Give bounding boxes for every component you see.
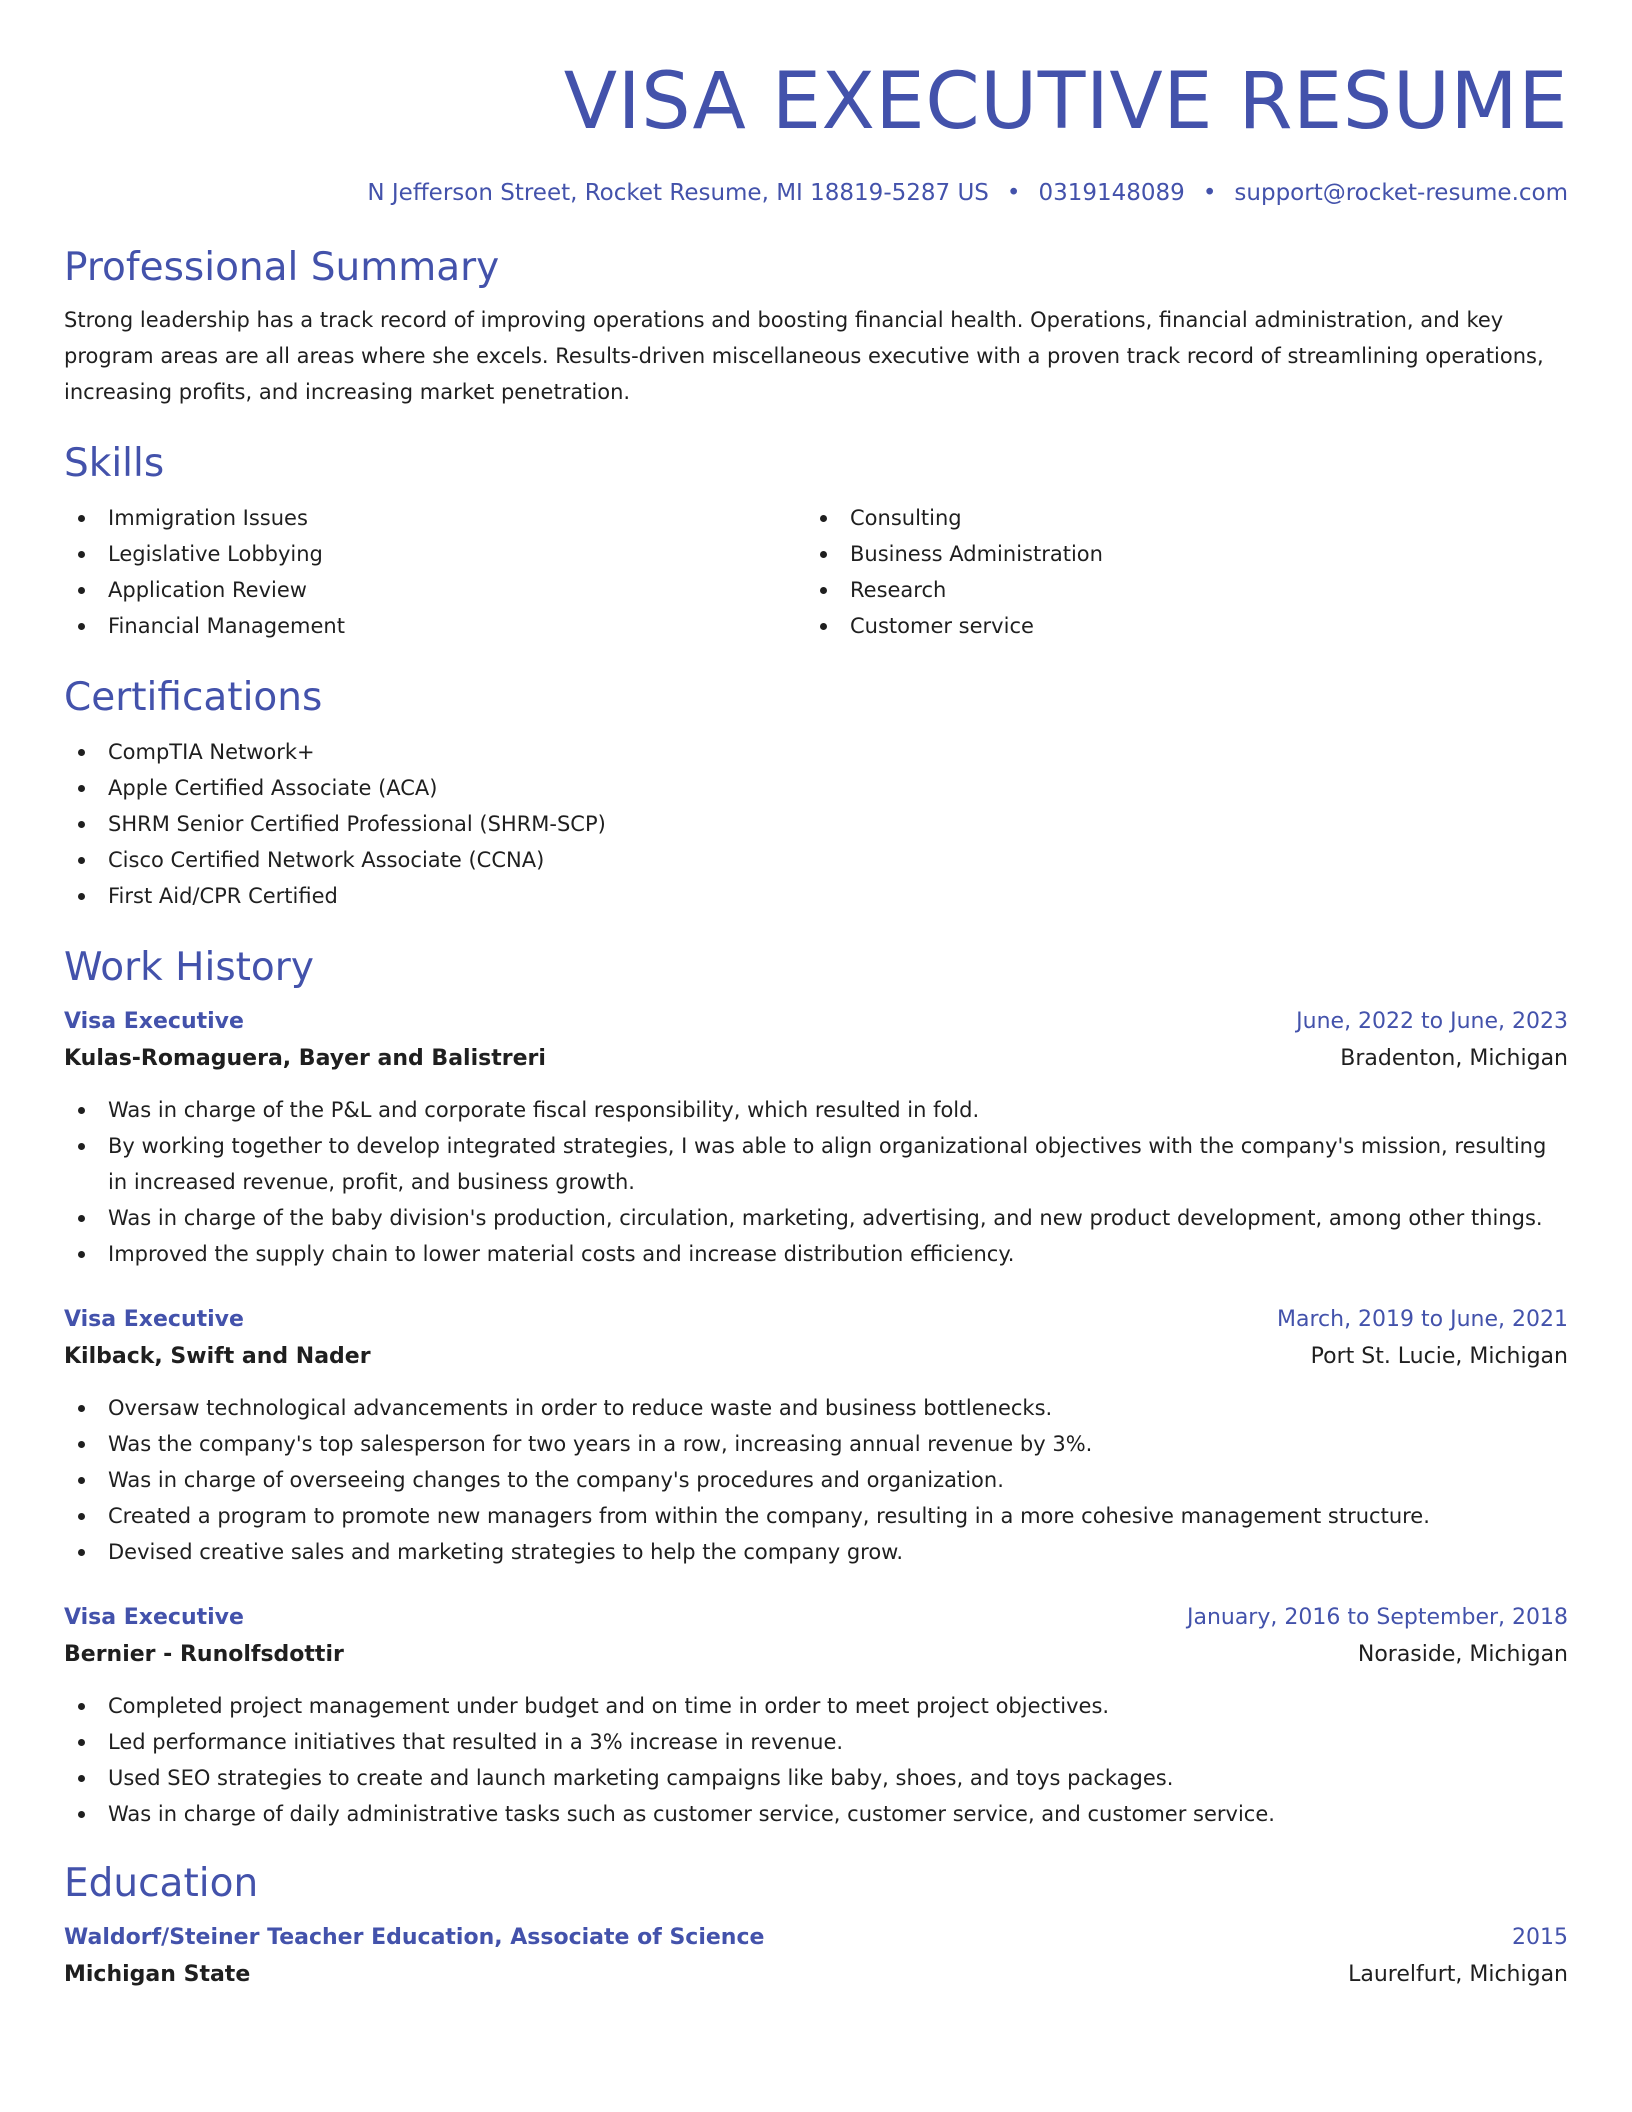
education-degree: Waldorf/Steiner Teacher Education, Associate of Science <box>64 1925 765 1950</box>
job-company-row <box>64 1636 1568 1674</box>
certifications-section <box>64 674 1568 914</box>
skills-columns <box>64 500 1568 644</box>
job-bullet: Improved the supply chain to lower material costs and increase distribution efficiency. <box>64 1236 1568 1272</box>
professional-summary-section <box>64 244 1568 410</box>
skills-section <box>64 440 1568 644</box>
section-title-work-history: Work History <box>64 945 314 990</box>
certification-item: Cisco Certified Network Associate (CCNA) <box>64 842 1568 878</box>
section-title-skills: Skills <box>64 441 165 486</box>
job-entry <box>64 1004 1568 1272</box>
job-bullets <box>64 1092 1568 1272</box>
work-history-section <box>64 944 1568 1832</box>
job-header-row <box>64 1302 1568 1338</box>
section-title-summary: Professional Summary <box>64 245 500 290</box>
skill-item: Business Administration <box>806 536 1548 572</box>
skill-item: Application Review <box>64 572 806 608</box>
job-bullet: Led performance initiatives that resulted in a 3% increase in revenue. <box>64 1724 1568 1760</box>
education-school: Michigan State <box>64 1962 251 1987</box>
job-bullet: Completed project management under budget and on time in order to meet project objectives. <box>64 1688 1568 1724</box>
contact-phone: 0319148089 <box>1038 180 1185 206</box>
education-header-row <box>64 1920 1568 1956</box>
job-company: Kulas-Romaguera, Bayer and Balistreri <box>64 1046 546 1071</box>
job-header-row <box>64 1600 1568 1636</box>
certification-item: CompTIA Network+ <box>64 734 1568 770</box>
certification-item: Apple Certified Associate (ACA) <box>64 770 1568 806</box>
skill-item: Financial Management <box>64 608 806 644</box>
summary-text: Strong leadership has a track record of improving operations and boosting financial health. Operations, financial administration, and key program areas are all areas where she excels. Results-driven miscellaneous executive with a proven track record of streamlining operations, increasing profits, and increasing market penetration. <box>64 308 1544 404</box>
job-title: Visa Executive <box>64 1307 244 1332</box>
job-bullet: Was in charge of overseeing changes to the company's procedures and organization. <box>64 1462 1568 1498</box>
contact-separator: • <box>1006 180 1021 206</box>
skill-item: Research <box>806 572 1548 608</box>
skills-list-right <box>806 500 1548 644</box>
job-dates: January, 2016 to September, 2018 <box>1186 1605 1568 1630</box>
job-bullet: Devised creative sales and marketing strategies to help the company grow. <box>64 1534 1568 1570</box>
job-location: Noraside, Michigan <box>1357 1642 1568 1667</box>
certifications-list <box>64 734 1568 914</box>
job-bullet: Created a program to promote new managers from within the company, resulting in a more cohesive management structure. <box>64 1498 1568 1534</box>
job-bullet: Oversaw technological advancements in order to reduce waste and business bottlenecks. <box>64 1390 1568 1426</box>
section-title-education: Education <box>64 1861 259 1906</box>
job-bullet: Used SEO strategies to create and launch marketing campaigns like baby, shoes, and toys packages. <box>64 1760 1568 1796</box>
job-title: Visa Executive <box>64 1009 244 1034</box>
job-bullets <box>64 1390 1568 1570</box>
job-bullet: Was in charge of daily administrative tasks such as customer service, customer service, and customer service. <box>64 1796 1568 1832</box>
job-entry <box>64 1302 1568 1570</box>
job-bullet: By working together to develop integrated strategies, I was able to align organizational objectives with the company's mission, resulting in increased revenue, profit, and business growth. <box>64 1128 1568 1200</box>
resume-header <box>64 50 1568 208</box>
job-title: Visa Executive <box>64 1605 244 1630</box>
job-location: Port St. Lucie, Michigan <box>1310 1344 1568 1369</box>
contact-separator: • <box>1202 180 1217 206</box>
certification-item: First Aid/CPR Certified <box>64 878 1568 914</box>
skill-item: Legislative Lobbying <box>64 536 806 572</box>
job-company: Kilback, Swift and Nader <box>64 1344 371 1369</box>
education-year: 2015 <box>1512 1925 1568 1950</box>
education-entry <box>64 1920 1568 1994</box>
contact-email[interactable]: support@rocket-resume.com <box>1234 180 1568 206</box>
job-location: Bradenton, Michigan <box>1340 1046 1568 1071</box>
job-bullet: Was in charge of the baby division's production, circulation, marketing, advertising, and new product development, among other things. <box>64 1200 1568 1236</box>
job-bullet: Was in charge of the P&L and corporate fiscal responsibility, which resulted in fold. <box>64 1092 1568 1128</box>
skills-list-left <box>64 500 806 644</box>
skill-item: Customer service <box>806 608 1548 644</box>
job-entry <box>64 1600 1568 1832</box>
education-location: Laurelfurt, Michigan <box>1348 1962 1568 1987</box>
certification-item: SHRM Senior Certified Professional (SHRM-SCP) <box>64 806 1568 842</box>
education-school-row <box>64 1956 1568 1994</box>
skill-item: Consulting <box>806 500 1548 536</box>
job-dates: June, 2022 to June, 2023 <box>1296 1009 1568 1034</box>
resume-title: VISA EXECUTIVE RESUME <box>563 57 1568 147</box>
contact-line <box>64 178 1568 208</box>
job-company-row <box>64 1338 1568 1376</box>
education-section <box>64 1860 1568 1994</box>
job-company-row <box>64 1040 1568 1078</box>
section-title-certifications: Certifications <box>64 675 323 720</box>
job-bullets <box>64 1688 1568 1832</box>
contact-address: N Jefferson Street, Rocket Resume, MI 18819-5287 US <box>367 180 989 206</box>
skill-item: Immigration Issues <box>64 500 806 536</box>
job-company: Bernier - Runolfsdottir <box>64 1642 344 1667</box>
job-dates: March, 2019 to June, 2021 <box>1277 1307 1568 1332</box>
job-bullet: Was the company's top salesperson for two years in a row, increasing annual revenue by 3%. <box>64 1426 1568 1462</box>
job-header-row <box>64 1004 1568 1040</box>
